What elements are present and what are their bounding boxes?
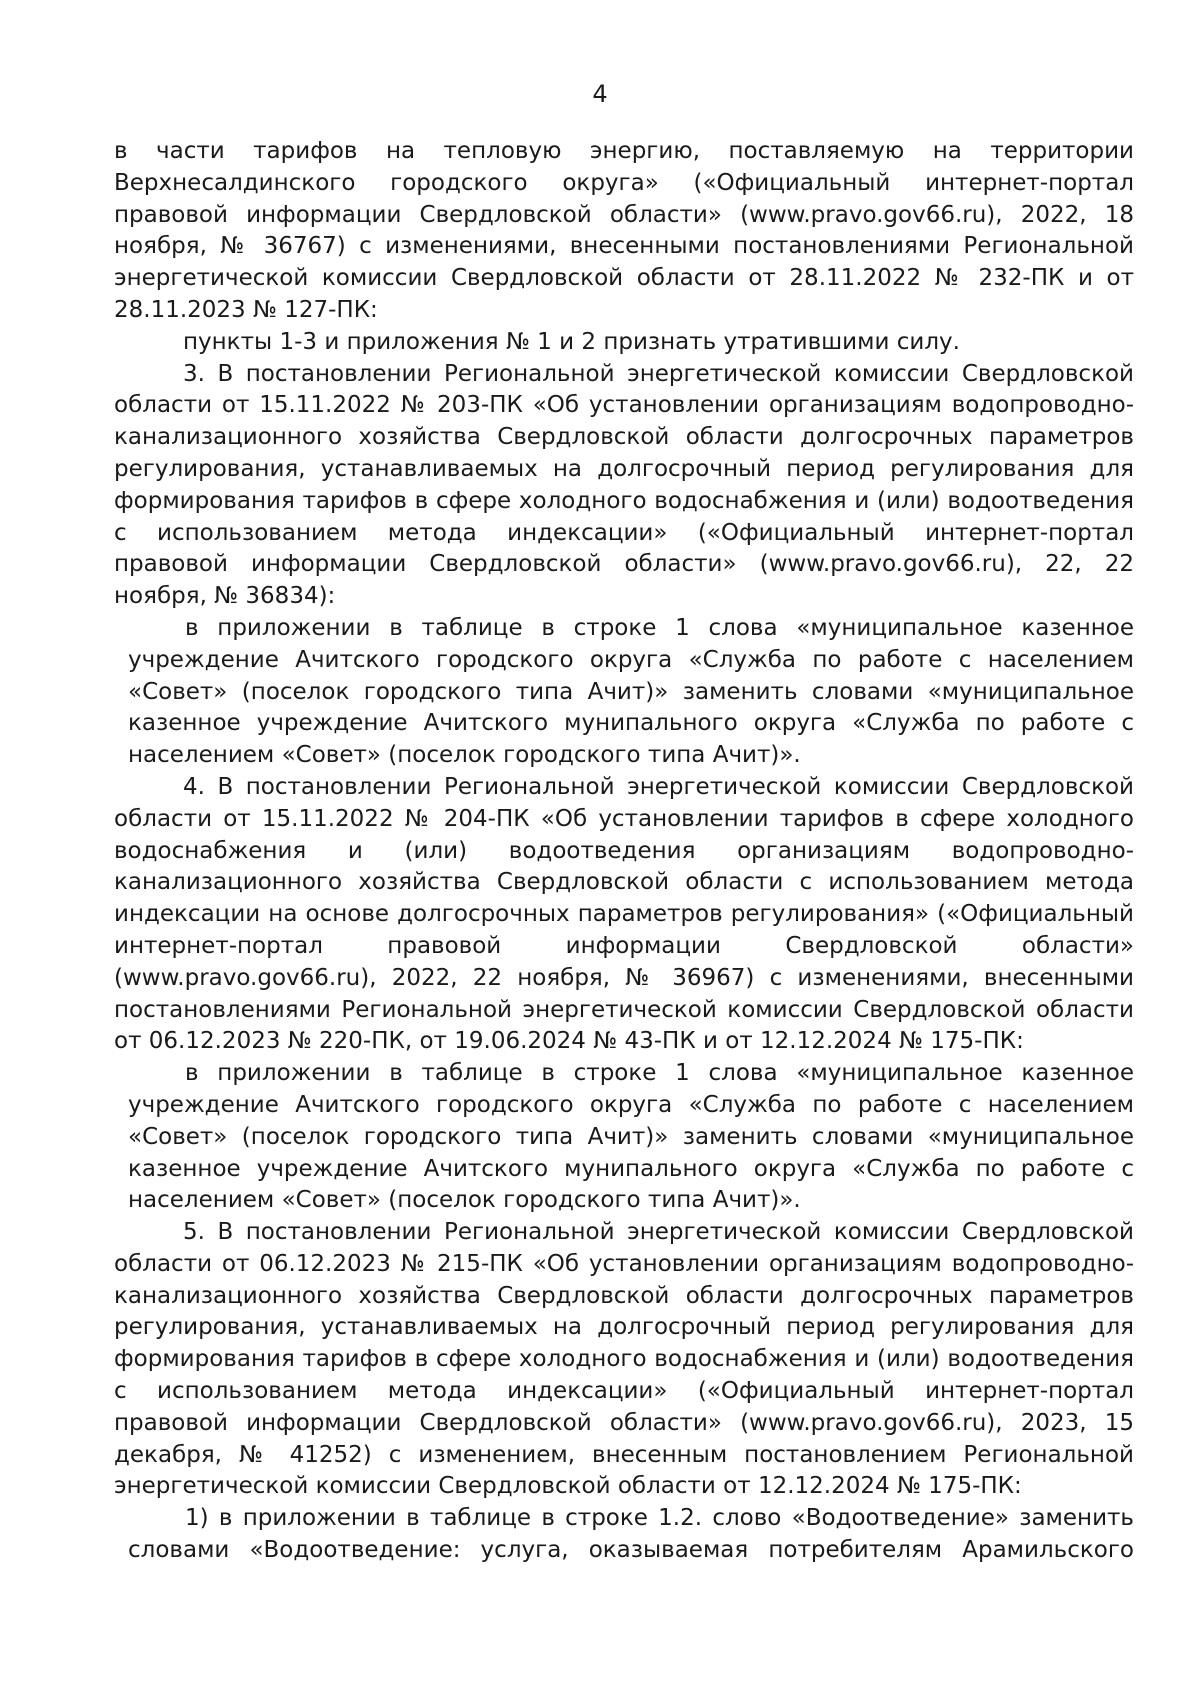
- paragraph-item-4-amendment: в приложении в таблице в строке 1 слова «муниципальное казенное учреждение Ачитского городского округа «Служба по работе с населением «Совет» (поселок городского типа Ачит)» заменить словами «муниципальное казенное учреждение Ачитского мунипального округа «Служба по работе с населением «Совет» (поселок городского типа Ачит)».: [128, 1060, 1134, 1214]
- document-body: [114, 136, 1134, 1567]
- paragraph-item-4: 4. В постановлении Региональной энергетической комиссии Свердловской области от 15.11.2022 № 204-ПК «Об установлении тарифов в сфере холодного водоснабжения и (или) водоотведения организациям водопроводно-канализационного хозяйства Свердловской области с использованием метода индексации на основе долгосрочных параметров регулирования» («Официальный интернет-портал правовой информации Свердловской области» (www.pravo.gov66.ru), 2022, 22 ноября, № 36967) с изменениями, внесенными постановлениями Региональной энергетической комиссии Свердловской области от 06.12.2023 № 220-ПК, от 19.06.2024 № 43-ПК и от 12.12.2024 № 175-ПК:: [114, 773, 1134, 1055]
- page-number: 4: [592, 80, 608, 108]
- paragraph-item-5: 5. В постановлении Региональной энергетической комиссии Свердловской области от 06.12.2023 № 215-ПК «Об установлении организациям водопроводно-канализационного хозяйства Свердловской области долгосрочных параметров регулирования, устанавливаемых на долгосрочный период регулирования для формирования тарифов в сфере холодного водоснабжения и (или) водоотведения с использованием метода индексации» («Официальный интернет-портал правовой информации Свердловской области» (www.pravo.gov66.ru), 2023, 15 декабря, № 41252) с изменением, внесенным постановлением Региональной энергетической комиссии Свердловской области от 12.12.2024 № 175-ПК:: [114, 1219, 1134, 1500]
- paragraph-item-3-amendment: в приложении в таблице в строке 1 слова «муниципальное казенное учреждение Ачитского городского округа «Служба по работе с населением «Совет» (поселок городского типа Ачит)» заменить словами «муниципальное казенное учреждение Ачитского мунипального округа «Служба по работе с населением «Совет» (поселок городского типа Ачит)».: [128, 614, 1134, 769]
- paragraph-repeal-clause: пункты 1-3 и приложения № 1 и 2 признать утратившими силу.: [183, 328, 960, 355]
- paragraph-item-5-subitem-1: 1) в приложении в таблице в строке 1.2. слово «Водоотведение» заменить словами «Водоотведение: услуга, оказываемая потребителям Арамильского: [128, 1505, 1134, 1564]
- paragraph-item-3: 3. В постановлении Региональной энергетической комиссии Свердловской области от 15.11.2022 № 203-ПК «Об установлении организациям водопроводно-канализационного хозяйства Свердловской области долгосрочных параметров регулирования, устанавливаемых на долгосрочный период регулирования для формирования тарифов в сфере холодного водоснабжения и (или) водоотведения с использованием метода индексации» («Официальный интернет-портал правовой информации Свердловской области» (www.pravo.gov66.ru), 22, 22 ноября, № 36834):: [114, 360, 1134, 610]
- paragraph-continuation: в части тарифов на тепловую энергию, поставляемую на территории Верхнесалдинского городского округа» («Официальный интернет-портал правовой информации Свердловской области» (www.pravo.gov66.ru), 2022, 18 ноября, № 36767) с изменениями, внесенными постановлениями Региональной энергетической комиссии Свердловской области от 28.11.2022 № 232-ПК и от 28.11.2023 № 127-ПК:: [114, 138, 1134, 323]
